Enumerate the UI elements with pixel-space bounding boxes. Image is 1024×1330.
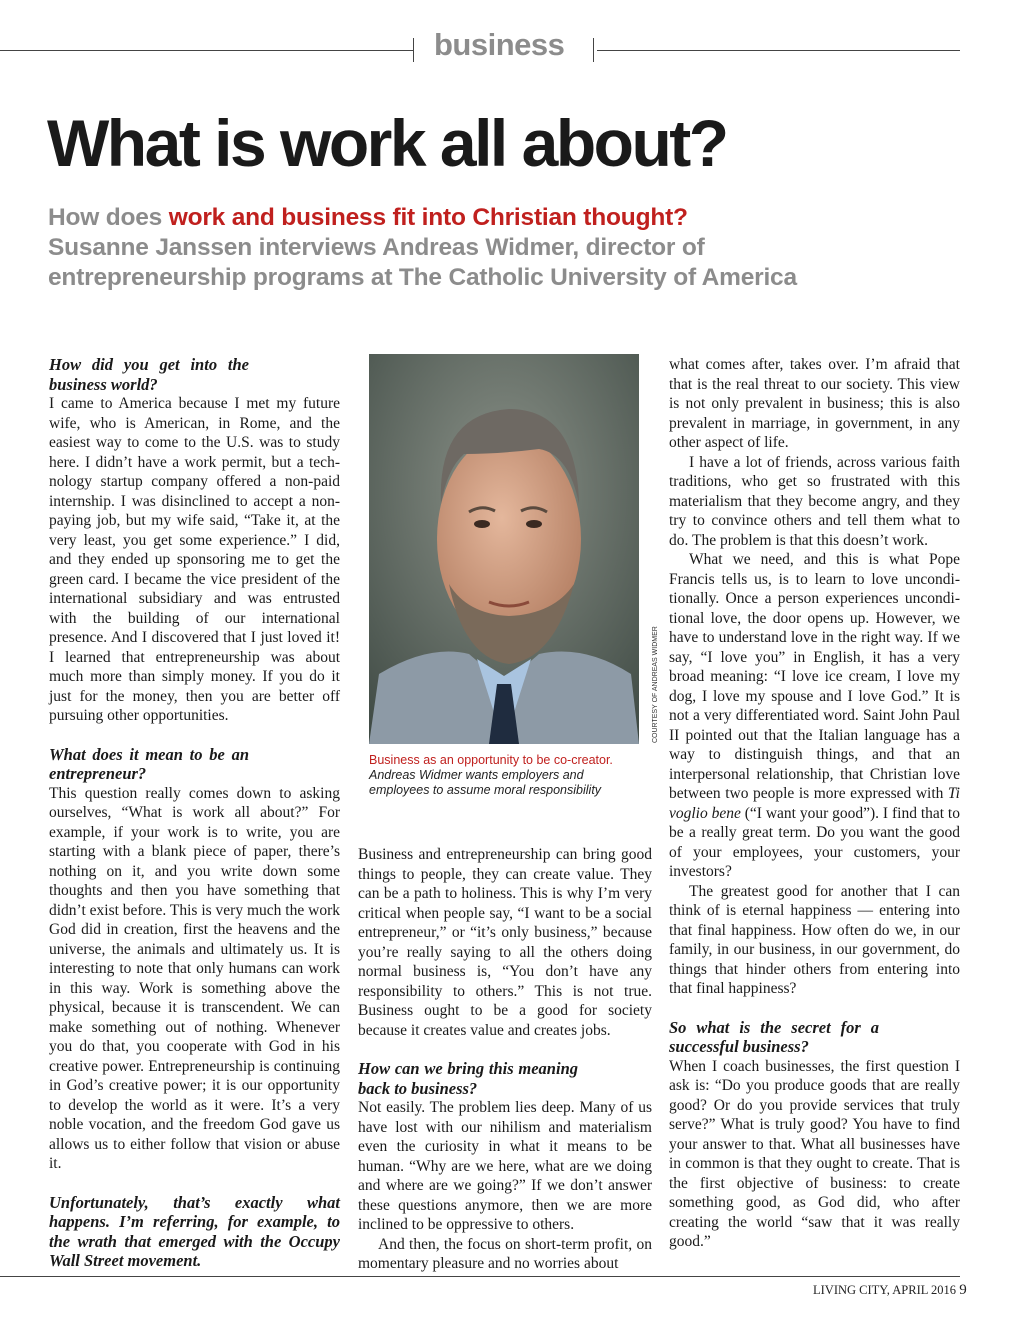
caption-lead: Business as an opportunity to be co-creator. [369,753,613,767]
column-3 [669,355,960,1252]
portrait-photo [369,354,639,744]
question-heading: What does it mean to be an entrepreneur? [49,744,249,783]
answer-paragraph: Not easily. The problem lies deep. Many of us have lost with our nihilism and materialism even the curiosity in what it means to be human. “Why are we here, what are we doing and where are we going?” If we don’t answer these questions anymore, then we are more inclined to be oppressive to others. [358,1099,652,1233]
caption-text: Andreas Widmer wants employers and employees to assume moral responsibility [369,768,602,797]
question-heading: How did you get into the business world? [49,355,249,394]
italian-phrase: Ti voglio bene [669,785,960,822]
answer-paragraph: This question really comes down to asking ourselves, “What is work all about?” For example, if your work is to write, you are starting with a blank piece of paper, there’s nothing on it, and you write down some thoughts and then you have something that didn’t exist before. This is very much the work God did in creation, first the heavens and the universe, the animals and ultimately us. It is interesting to note that only humans can work in this way. Work is something above the physical, because it is transcendent. We can make something out of nothing. Whenever you do that, you cooperate with God in his creative power. Entrepreneurship is continuing in God’s creative power; it is our opportunity to develop the world as it were. It’s a very noble vocation, and the freedom God gave us allows us to either follow that vision or abuse it. [49,784,340,1172]
headline: What is work all about? [47,106,727,180]
answer-paragraph: I came to America because I met my future wife, who is American, in Rome, and the easiest way to come to the U.S. was to study here. I didn’t have a work permit, but a technology startup company offered a non-paid internship. I was disinclined to accept a non-paying job, but my wife said, “Take it, at the very least, you get some experience.” I did, and they ended up sponsoring me to get the green card. I became the vice president of the international subsidiary and was entrusted with the building of our international presence. And I discovered that I just loved it! I learned that entrepreneurship was about much more than simply money. If you do it just for the money, then you are better off pursuing other opportunities. [49,395,340,724]
deck-line-1 [48,203,978,233]
answer-paragraph: When I coach businesses, the first question I ask is: “Do you produce goods that are really good? Or do you provide services that truly serve?” What is truly good? You have to find your answer to that. What all businesses have in common is that they ought to create. That is the first objective of business: to create something good, as God did, who after creating the world “saw that it was really good.” [669,1057,960,1250]
section-rule-tick-left [413,38,414,62]
page-number: 9 [959,1282,967,1298]
photo-caption [369,753,639,798]
question-heading: Unfortunately, that’s exactly what happens. I’m referring, for example, to the wrath that emerged with the Occupy Wall Street movement. [49,1192,340,1270]
deck-lead-red: work and business fit into Christian thought? [168,204,688,231]
publication-line: LIVING CITY, APRIL 2016 [813,1283,957,1297]
column-2 [358,845,652,1274]
deck-line-3: entrepreneurship programs at The Catholic University of America [48,264,797,291]
answer-paragraph: I have a lot of friends, across various faith traditions, who get so frustrated with this materialism that they become angry, and they try to convince others and tell them what to do. The problem is that this doesn’t work. [669,453,960,549]
answer-paragraph: The greatest good for another that I can think of is eternal happiness — entering into that final happiness. How often do we, in our family, in our business, in our government, do things that hinder others from entering into that final happiness? [669,882,960,997]
answer-paragraph: What we need, and this is what Pope Francis tells us, is to learn to love unconditionally. Once a person experiences unconditional love, the door opens up. However, we have to understand love in the right way. If we say, “I love you” in English, it has a very broad meaning: “I love ice cream, I love my dog, I love my spouse and I love God.” It is not a very differentiated word. Saint John Paul II pointed out that the Italian language has a way to distinguish things, and that an interpersonal relationship, that Christian love between two people is more expressed with Ti voglio bene (“I want your good”). I find that to be a really great term. Do you want the good of your employees, your customers, your investors? [669,551,960,880]
answer-paragraph: what comes after, takes over. I’m afraid that that is the real threat to our society. This view is not only prevalent in business; this is also prevalent in marriage, in government, in any other aspect of life. [669,356,960,451]
portrait-illustration [369,354,639,744]
deck [48,203,978,293]
question-heading: So what is the secret for a successful business? [669,1017,879,1056]
deck-line-2: Susanne Janssen interviews Andreas Widmer, director of [48,234,705,261]
section-label: business [434,27,565,62]
answer-paragraph: And then, the focus on short-term profit, on momentary pleasure and no worries about [358,1235,652,1272]
question-heading: How can we bring this meaning back to business? [358,1059,578,1098]
column-1 [49,355,340,1271]
page-footer [813,1282,967,1299]
section-rule-left [0,50,413,51]
section-rule-tick-right [593,38,594,62]
section-rule-right [597,50,960,51]
photo-credit: COURTESY OF ANDREAS WIDMER [652,626,659,743]
footer-rule [0,1276,960,1277]
deck-lead-gray: How does [48,204,169,231]
answer-paragraph: Business and entrepreneurship can bring good things to people, they can create value. They can be a path to holiness. This is why I’m very critical when people say, “I want to be a social entrepreneur,” or “it’s only business,” because you’re really saying to all the others doing normal business is, “You don’t have any responsibility to others.” This is not true. Business ought to be a good for society because it creates value and creates jobs. [358,846,652,1039]
